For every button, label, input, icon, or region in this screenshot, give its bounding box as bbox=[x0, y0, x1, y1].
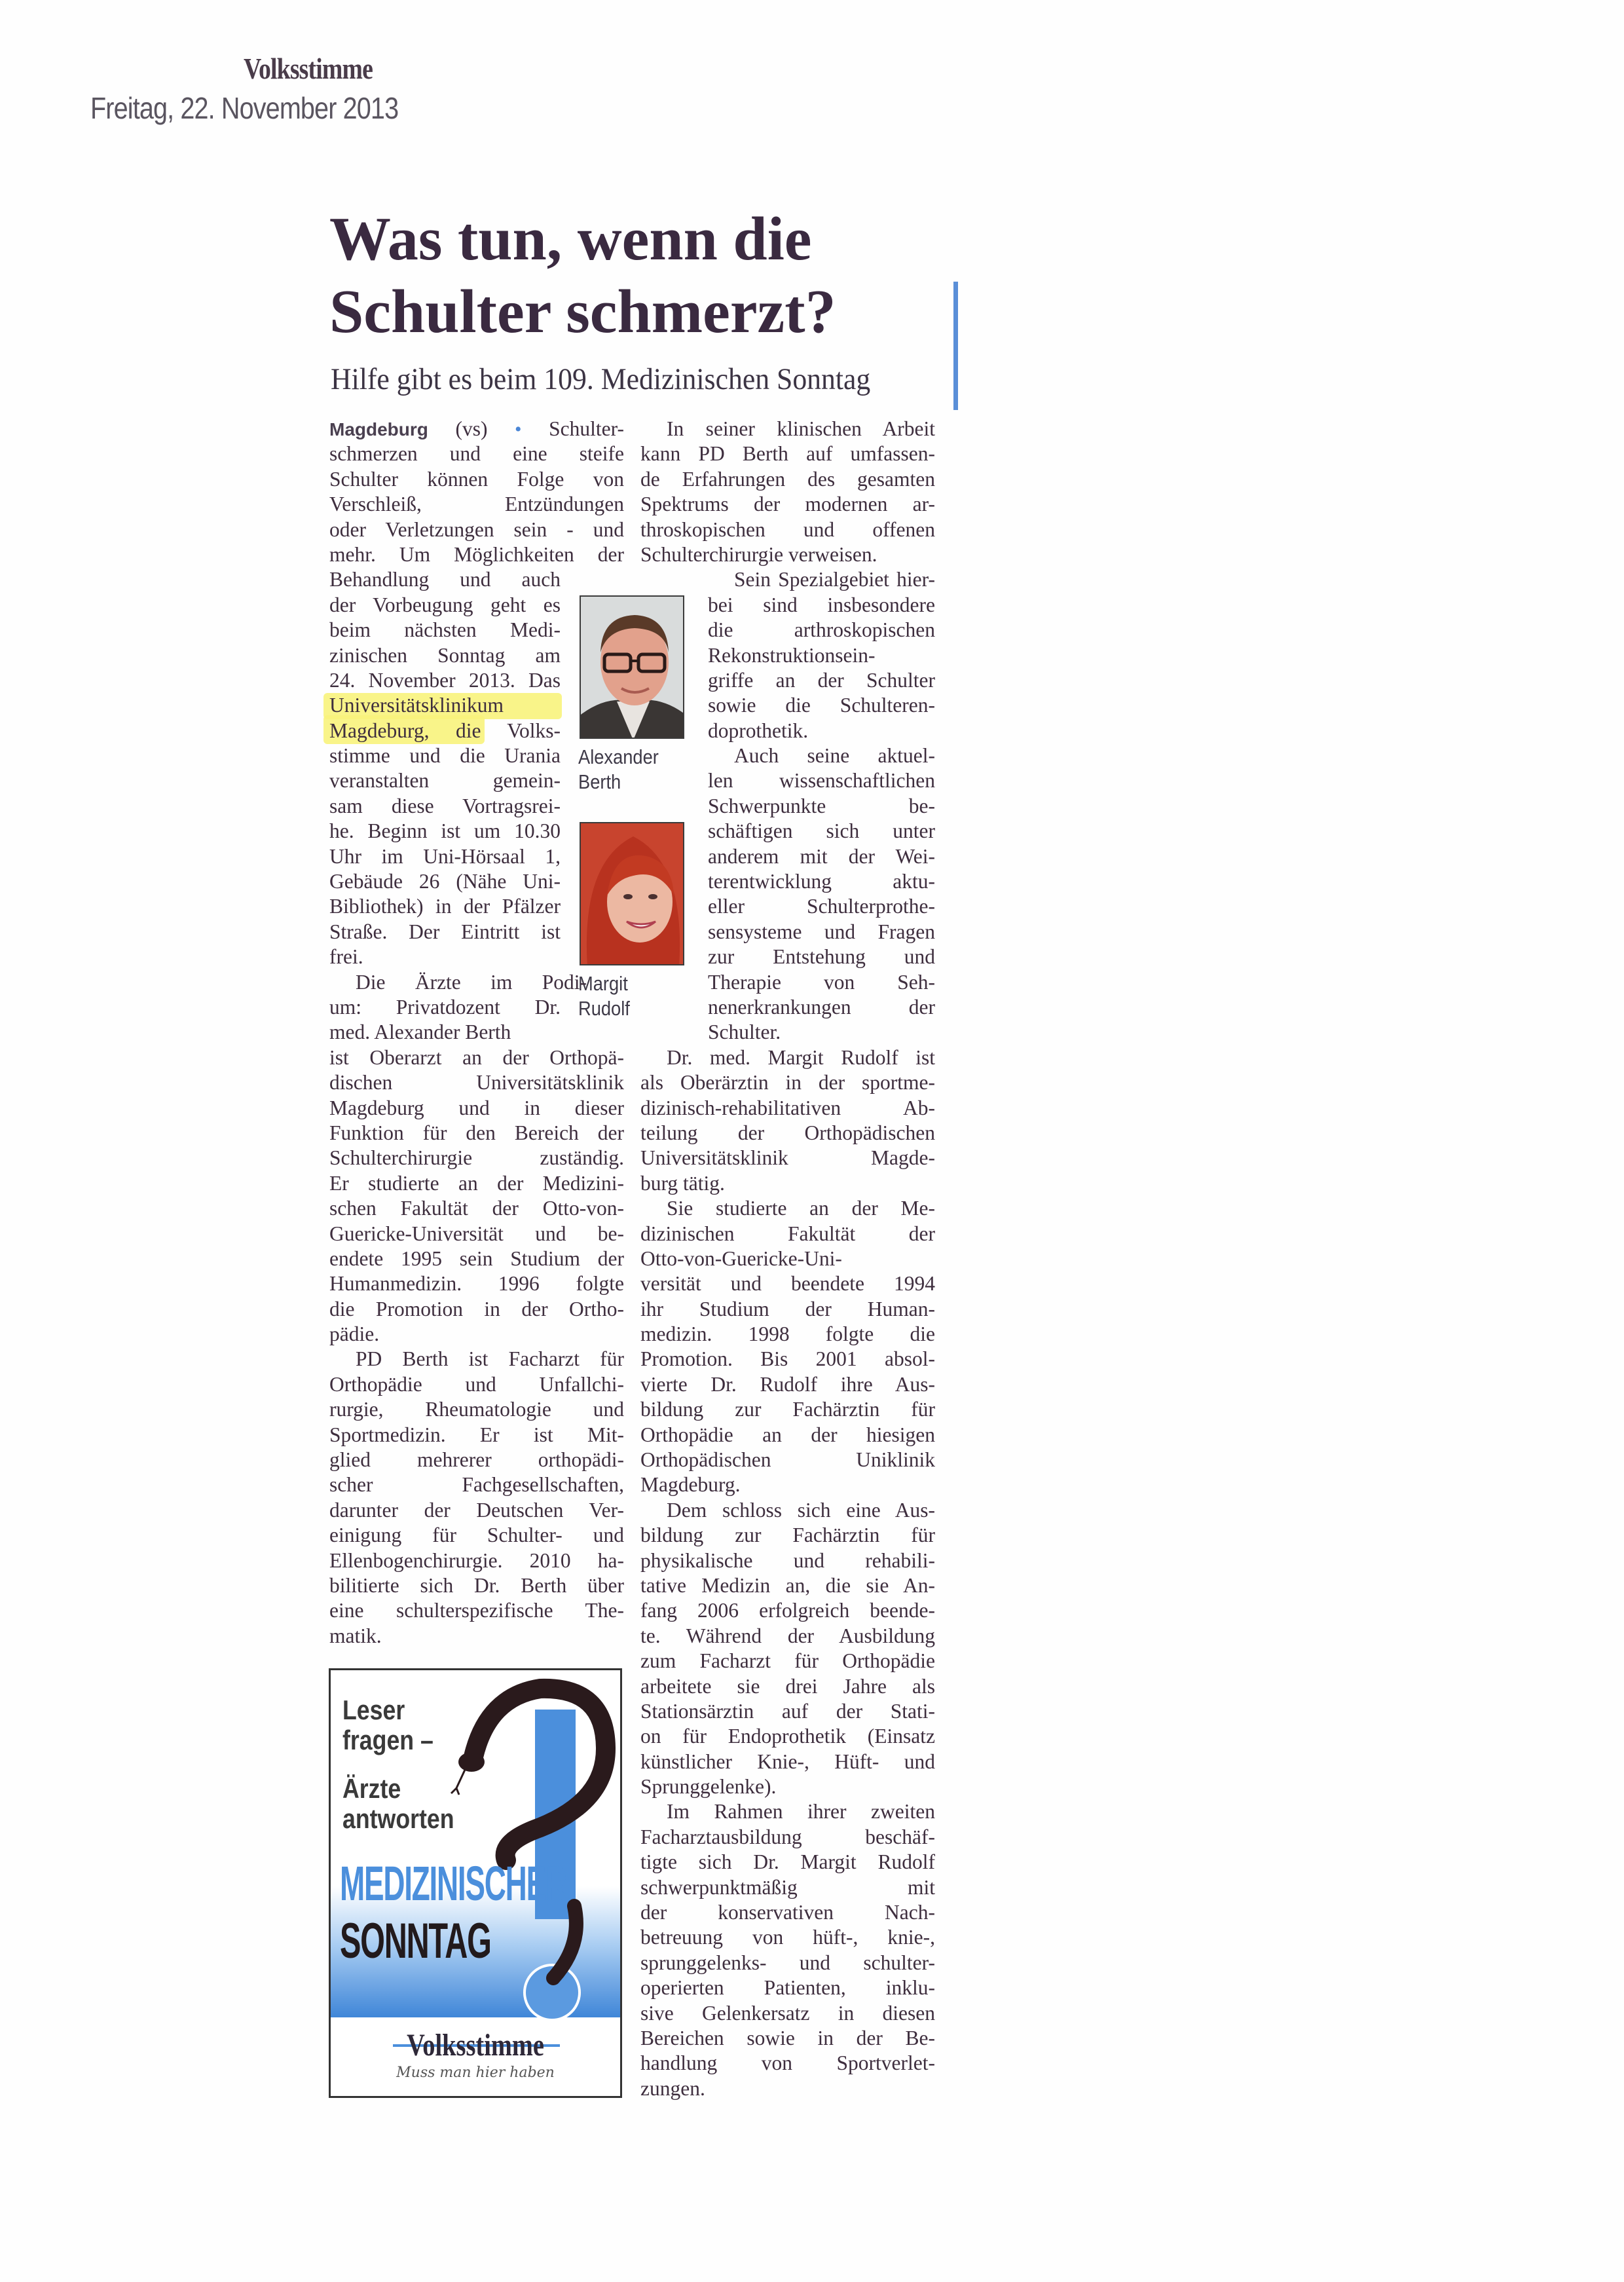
article-text-line: zur Entstehung und bbox=[708, 945, 935, 969]
article-text-line: mehr. Um Möglichkeiten der bbox=[329, 542, 624, 566]
article-text-line: griffe an der Schulter bbox=[708, 668, 935, 692]
promo-title-top: MEDIZINISCHER bbox=[340, 1856, 566, 1911]
article-text-line: on für Endoprothetik (Einsatz bbox=[640, 1725, 935, 1748]
article-text-line: len wissenschaftlichen bbox=[708, 769, 935, 793]
article-text-line: künstlicher Knie-, Hüft- und bbox=[640, 1749, 935, 1773]
article-text-line: Sprunggelenke). bbox=[640, 1775, 777, 1799]
article-text-line: sowie die Schulteren- bbox=[708, 694, 935, 717]
article-column-right bbox=[640, 417, 935, 2101]
article-text-line: Schulterchirurgie verweisen. bbox=[640, 542, 877, 566]
medizinischer-sonntag-promo bbox=[329, 1668, 622, 2098]
article-text-line: Gebäude 26 (Nähe Uni- bbox=[329, 870, 561, 893]
article-text-line: Spektrums der modernen ar- bbox=[640, 493, 935, 516]
portrait-man-image bbox=[581, 597, 684, 739]
caption-first-name: Alexander bbox=[578, 745, 659, 768]
dateline-first-word: Schulter- bbox=[549, 417, 624, 440]
subheadline: Hilfe gibt es beim 109. Medizinischen Sonntag bbox=[331, 362, 871, 396]
article-text-line: arbeitete sie drei Jahre als bbox=[640, 1674, 935, 1698]
article-text-line: schwerpunktmäßig mit bbox=[640, 1875, 935, 1899]
article-text-line: operierten Patienten, inklu- bbox=[640, 1976, 935, 2000]
article-text-line: teilung der Orthopädischen bbox=[640, 1121, 935, 1144]
article-text-line: Promotion. Bis 2001 absol- bbox=[640, 1347, 935, 1371]
article-text-line: Straße. Der Eintritt ist bbox=[329, 920, 561, 943]
article-text-line: matik. bbox=[329, 1624, 382, 1647]
article-text-line: Schulter können Folge von bbox=[329, 467, 624, 491]
article-text-line: ihr Studium der Human- bbox=[640, 1297, 935, 1320]
article-text-line: nenerkrankungen der bbox=[708, 995, 935, 1019]
article-text-line: Therapie von Seh- bbox=[708, 970, 935, 994]
article-text-line: rurgie, Rheumatologie und bbox=[329, 1398, 624, 1421]
article-text-line: de Erfahrungen des gesamten bbox=[640, 467, 935, 491]
article-text-line: beim nächsten Medi- bbox=[329, 618, 561, 642]
article-text-line: einigung für Schulter- und bbox=[329, 1524, 624, 1547]
article-text-line: schmerzen und eine steife bbox=[329, 442, 624, 466]
article-text-line: Schulterchirurgie zuständig. bbox=[329, 1146, 624, 1170]
article-text-line: Verschleiß, Entzündungen bbox=[329, 493, 624, 516]
article-text-line: Sportmedizin. Er ist Mit- bbox=[329, 1423, 624, 1446]
article-text-line: Funktion für den Bereich der bbox=[329, 1121, 624, 1144]
article-text-line: sprunggelenks- und schulter- bbox=[640, 1951, 935, 1974]
promo-text-line: Ärzte bbox=[342, 1773, 401, 1804]
article-text-line: als Oberärztin in der sportme- bbox=[640, 1071, 935, 1094]
article-text-line: kann PD Berth auf umfassen- bbox=[640, 442, 935, 466]
article-text-line: bildung zur Fachärztin für bbox=[640, 1524, 935, 1547]
article-text-line: handlung von Sportverlet- bbox=[640, 2051, 935, 2075]
article-text-line: sive Gelenkersatz in diesen bbox=[640, 2001, 935, 2025]
article-text-line: versität und beendete 1994 bbox=[640, 1272, 935, 1296]
caption-last-name: Rudolf bbox=[578, 997, 630, 1020]
article-text-line: med. Alexander Berth bbox=[329, 1020, 511, 1044]
article-text-line: doprothetik. bbox=[708, 719, 809, 742]
article-text-line: bei sind insbesondere bbox=[708, 593, 935, 616]
article-text-line: Orthopädischen Uniklinik bbox=[640, 1448, 935, 1472]
article-text-line: die Promotion in der Ortho- bbox=[329, 1297, 624, 1320]
article-text-line: endete 1995 sein Studium der bbox=[329, 1246, 624, 1270]
article-text-line: Im Rahmen ihrer zweiten bbox=[667, 1800, 935, 1824]
article-text-line: bildung zur Fachärztin für bbox=[640, 1398, 935, 1421]
article-text-line: vierte Dr. Rudolf ihre Aus- bbox=[640, 1372, 935, 1396]
article-text-line: Behandlung und auch bbox=[329, 568, 561, 591]
article-text-line: Sein Spezialgebiet hier- bbox=[734, 568, 935, 591]
article-text-line: Bibliothek) in der Pfälzer bbox=[329, 895, 561, 918]
article-text-line: Stationsärztin auf der Stati- bbox=[640, 1699, 935, 1723]
article-text-line: veranstalten gemein- bbox=[329, 769, 561, 793]
article-text-line: Magdeburg und in dieser bbox=[329, 1096, 624, 1119]
article-text-line: terentwicklung aktu- bbox=[708, 870, 935, 893]
article-text-line: Magdeburg. bbox=[640, 1473, 741, 1497]
article-text-line: darunter der Deutschen Ver- bbox=[329, 1498, 624, 1522]
newspaper-name: Volksstimme bbox=[244, 52, 373, 85]
article-text-line: Bereichen sowie in der Be- bbox=[640, 2027, 935, 2049]
article-text-line: schen Fakultät der Otto-von- bbox=[329, 1197, 624, 1220]
dateline-bullet: • bbox=[515, 419, 522, 440]
headline-line-1: Was tun, wenn die bbox=[329, 205, 812, 273]
article-text-line: Rekonstruktionsein- bbox=[708, 643, 876, 667]
headline-line-2: Schulter schmerzt? bbox=[329, 278, 836, 346]
issue-date: Freitag, 22. November 2013 bbox=[90, 91, 399, 125]
promo-title-bottom: SONNTAG bbox=[340, 1913, 491, 1969]
article-text-line: In seiner klinischen Arbeit bbox=[667, 417, 935, 440]
article-text-line: stimme und die Urania bbox=[329, 744, 561, 768]
promo-text-line: Leser bbox=[342, 1694, 405, 1725]
article-text-line: te. Während der Ausbildung bbox=[640, 1624, 935, 1647]
dateline-agency: (vs) bbox=[455, 417, 488, 440]
portrait-woman-image bbox=[581, 823, 684, 965]
caption-last-name: Berth bbox=[578, 770, 621, 794]
article-text-line: throskopischen und offenen bbox=[640, 517, 935, 541]
article-text-line: medizin. 1998 folgte die bbox=[640, 1322, 935, 1346]
article-text-line: tative Medizin an, die sie An- bbox=[640, 1573, 935, 1597]
article-text-line: Humanmedizin. 1996 folgte bbox=[329, 1272, 624, 1296]
article-text-line: Universitätsklinik Magde- bbox=[640, 1146, 935, 1170]
article-text-line: Orthopädie an der hiesigen bbox=[640, 1423, 935, 1446]
article-text-line: glied mehrerer orthopädi- bbox=[329, 1448, 624, 1472]
article-text-line: fang 2006 erfolgreich beende- bbox=[640, 1599, 935, 1622]
article-text-line: Dr. med. Margit Rudolf ist bbox=[667, 1045, 935, 1069]
article-text-line: oder Verletzungen sein - und bbox=[329, 517, 624, 541]
article-text-line: Die Ärzte im Podi- bbox=[356, 970, 587, 994]
article-text-line: dizinischen Fakultät der bbox=[640, 1222, 935, 1245]
article-text-line: Facharztausbildung beschäf- bbox=[640, 1825, 935, 1848]
article-text-line: zum Facharzt für Orthopädie bbox=[640, 1649, 935, 1673]
article-text-line: Er studierte an der Medizini- bbox=[329, 1171, 624, 1195]
article-text-line: zungen. bbox=[640, 2076, 705, 2100]
article-text-line: die arthroskopischen bbox=[708, 618, 935, 642]
article-text-line: Sie studierte an der Me- bbox=[667, 1197, 935, 1220]
article-text-line: sam diese Vortragsrei- bbox=[329, 794, 561, 817]
portrait-margit-rudolf bbox=[580, 822, 684, 965]
article-text-line: eller Schulterprothe- bbox=[708, 895, 935, 918]
caption-first-name: Margit bbox=[578, 972, 628, 995]
article-text-line: eine schulterspezifische The- bbox=[329, 1599, 624, 1622]
article-text-line: PD Berth ist Facharzt für bbox=[356, 1347, 624, 1371]
article-text-line: der konservativen Nach- bbox=[640, 1901, 935, 1924]
article-text-line: 24. November 2013. Das bbox=[329, 668, 561, 692]
article-text-line: sensysteme und Fragen bbox=[708, 920, 935, 943]
dateline bbox=[329, 417, 624, 441]
article-text-line: der Vorbeugung geht es bbox=[329, 593, 561, 616]
promo-text-line: antworten bbox=[342, 1803, 454, 1834]
article-text-line: betreuung von hüft-, knie-, bbox=[640, 1926, 935, 1949]
article-text-line: Universitätsklinikum bbox=[329, 694, 504, 717]
article-text-line: he. Beginn ist um 10.30 bbox=[329, 819, 561, 843]
article-text-line: physikalische und rehabili- bbox=[640, 1548, 935, 1572]
article-text-line: Orthopädie und Unfallchi- bbox=[329, 1372, 624, 1396]
article-text-line: ist Oberarzt an der Orthopä- bbox=[329, 1045, 624, 1069]
photo-caption bbox=[578, 745, 659, 795]
article-text-line: Uhr im Uni-Hörsaal 1, bbox=[329, 844, 561, 868]
article-text-line: Schwerpunkte be- bbox=[708, 794, 935, 817]
article-text-line: dizinisch-rehabilitativen Ab- bbox=[640, 1096, 935, 1119]
article-text-line: bilitierte sich Dr. Berth über bbox=[329, 1573, 624, 1597]
article-text-line: schäftigen sich unter bbox=[708, 819, 935, 843]
article-text-line: Auch seine aktuel- bbox=[734, 744, 935, 768]
article-text-line: Ellenbogenchirurgie. 2010 ha- bbox=[329, 1548, 624, 1572]
article-text-line: anderem mit der Wei- bbox=[708, 844, 935, 868]
article-text-line: Schulter. bbox=[708, 1020, 781, 1044]
article-text-line: tigte sich Dr. Margit Rudolf bbox=[640, 1850, 935, 1874]
promo-tagline: Muss man hier haben bbox=[396, 2065, 555, 2081]
article-text-line: Otto-von-Guericke-Uni- bbox=[640, 1246, 842, 1270]
blue-rule-divider bbox=[953, 282, 958, 410]
article-text-line: zinischen Sonntag am bbox=[329, 643, 561, 667]
article-text-line: Guericke-Universität und be- bbox=[329, 1222, 624, 1245]
snake-head bbox=[458, 1752, 485, 1772]
portrait-alexander-berth bbox=[580, 595, 684, 739]
dateline-place: Magdeburg bbox=[329, 419, 428, 440]
article-text-line: Dem schloss sich eine Aus- bbox=[667, 1498, 935, 1522]
article-text-line: scher Fachgesellschaften, bbox=[329, 1473, 624, 1497]
article-text-line: burg tätig. bbox=[640, 1171, 725, 1195]
article-text-line: um: Privatdozent Dr. bbox=[329, 995, 561, 1019]
article-text-line: pädie. bbox=[329, 1322, 380, 1346]
article-text-line: dischen Universitätsklinik bbox=[329, 1071, 624, 1094]
article-text-line: frei. bbox=[329, 945, 363, 969]
article-text-line: Magdeburg, die Volks- bbox=[329, 719, 561, 742]
promo-brand-logo: Volksstimme bbox=[407, 2028, 544, 2063]
promo-text-line: fragen – bbox=[342, 1725, 434, 1755]
